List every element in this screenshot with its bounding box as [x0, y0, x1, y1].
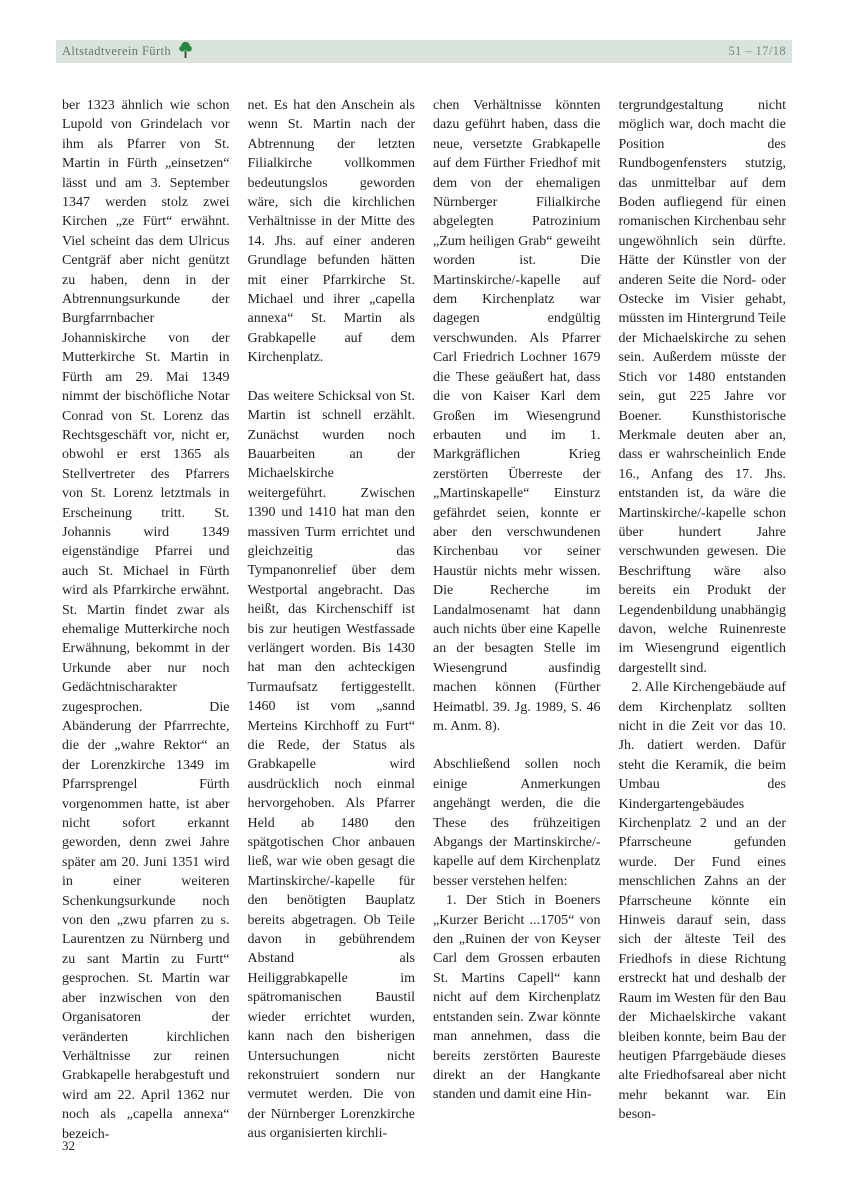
text-column-2 [248, 96, 416, 1144]
paragraph: ber 1323 ähnlich wie schon Lupold von Grindelach vor ihm als Pfarrer von St. Martin in Fürth „einsetzen“ lässt und am 3. September 1347 werden stolz zwei Kirchen „ze Fürt“ erwähnt. Viel scheint das dem Ulricus Centgräf aber nicht genützt zu haben, denn in der Abtrennungsurkunde der Burgfarrnbacher Johanniskirche von der Mutterkirche St. Martin in Fürth am 29. Mai 1349 nimmt der bischöfliche Notar Conrad von St. Lorenz das Rechtsgeschäft vor, nicht er, obwohl er erst 1365 als Stellvertreter des Pfarrers von St. Lorenz letztmals in Erscheinung tritt. St. Johannis wird 1349 eigenständige Pfarrei und auch St. Michael in Fürth wird als Pfarrkirche erwähnt. St. Martin findet zwar als ehemalige Mutterkirche noch Erwähnung, bekommt in der Urkunde aber nur noch Gedächtnischarakter zugesprochen. Die Abänderung der Pfarrrechte, die der „wahre Rektor“ an der Lorenzkirche 1349 im Pfarrsprengel Fürth vorgenommen hatte, ist aber nicht sofort erkannt geworden, denn zwei Jahre später am 20. Juni 1351 wird in einer weiteren Schenkungsurkunde noch von den „zwu pfarren zu s. Laurentzen zu Nürnberg und zu sant Martin zu Furtt“ gesprochen. St. Martin war aber inzwischen von den Organisatoren der veränderten kirchlichen Verhältnisse zur reinen Grabkapelle herabgestuft und wird am 22. April 1362 nur noch als „capella annexa“ bezeich- [62, 98, 230, 1142]
paragraph-numbered-2: 2. Alle Kirchengebäude auf dem Kirchenplatz sollten nicht in die Zeit vor das 10. Jh. datiert werden. Dafür steht die Keramik, die beim Umbau des Kindergartengebäudes Kirchenplatz 2 und an der Pfarrscheune gefunden wurde. Der Fund eines menschlichen Zahns an der Pfarrscheune könnte ein Hinweis darauf sein, dass sich der älteste Teil des Friedhofs in diese Richtung erstreckt hat und deshalb der Raum im Westen für den Bau der Michaelskirche vakant bleiben konnte, beim Bau der heutigen Pfarrgebäude dieses alte Friedhofsareal aber nicht mehr bekannt war. Ein beson- [618, 680, 786, 1123]
text-column-4 [619, 96, 787, 1144]
page-number: 32 [62, 1138, 75, 1153]
text-columns [62, 96, 786, 1144]
text-column-3 [433, 96, 601, 1144]
tree-icon [178, 41, 193, 59]
paragraph: Das weitere Schicksal von St. Martin ist schnell erzählt. Zunächst wurden noch Bauarbeiten an der Michaelskirche weitergeführt. Zwischen 1390 und 1410 hat man den massiven Turm errichtet und gleichzeitig das Tympanonrelief über dem Westportal angebracht. Das heißt, das Kirchenschiff ist bis zur heutigen Westfassade verlängert worden. Bis 1430 hat man den achteckigen Turmaufsatz fertiggestellt. 1460 ist vom „sannd Merteins Kirchhoff zu Furt“ die Rede, der Status als Grabkapelle wird ausdrücklich noch einmal hervorgehoben. Als Pfarrer Held ab 1480 den spätgotischen Chor anbauen ließ, war wie oben gesagt die Martinskirche/-kapelle für den benötigten Bauplatz bereits abgetragen. Ob Teile davon in gebührendem Abstand als Heiliggrabkapelle im spätromanischen Baustil wieder errichtet wurden, kann nach den bisherigen Untersuchungen nicht rekonstruiert sondern nur vermutet werden. Die von der Nürnberger Lorenzkirche aus organisierten kirchli- [247, 388, 415, 1142]
paragraph: tergrundgestaltung nicht möglich war, doch macht die Position des Rundbogenfensters stutzig, das unmittelbar auf dem Boden aufliegend für einen romanischen Kirchenbau sehr ungewöhnlich sein dürfte. Hätte der Künstler von der anderen Seite die Nord- oder Ostecke im Visier gehabt, müssten im Hintergrund Teile der Michaelskirche zu sehen sein. Außerdem müsste der Stich vor 1480 entstanden sein, gut 225 Jahre vor Boener. Kunsthistorische Merkmale deuten aber an, dass er wahrscheinlich Ende 16., Anfang des 17. Jhs. entstanden ist, da wäre die Martinskirche/-kapelle schon über hundert Jahre verschwunden gewesen. Die Beschriftung wäre also bereits ein Produkt der Legendenbildung unabhängig davon, welche Ruinenreste im Wiesengrund eigentlich dargestellt sind. [618, 98, 786, 676]
paragraph: chen Verhältnisse könnten dazu geführt haben, dass die neue, versetzte Grabkapelle auf dem Fürther Friedhof mit dem von der ehemaligen Nürnberger Filialkirche abgelegten Patrozinium „Zum heiligen Grab“ geweiht worden ist. Die Martinskirche/-kapelle auf dem Kirchenplatz war dagegen endgültig verschwunden. Als Pfarrer Carl Friedrich Lochner 1679 die These geäußert hat, dass die von Kaiser Karl dem Großen im Wiesengrund erbauten und im 1. Markgräflichen Krieg zerstörten Überreste der „Martinskapelle“ Einsturz gefährdet seien, konnte er aber den verschwundenen Kirchenbau vor seiner Haustür nichts mehr wissen. Die Recherche im Landalmosenamt hat dann auch nichts über eine Kapelle an der besagten Stelle im Wiesengrund ausfindig machen können (Fürther Heimatbl. 39. Jg. 1989, S. 46 m. Anm. 8). [433, 98, 601, 734]
text-column-1 [62, 96, 230, 1144]
paragraph-numbered-1: 1. Der Stich in Boeners „Kurzer Bericht ...1705“ von den „Ruinen der von Keyser Carl dem Grossen erbauten St. Martins Capell“ kann nicht auf dem Kirchenplatz entstanden sein. Zwar könnte man annehmen, dass die bereits zerstörten Baureste direkt an der Hangkante standen und damit eine Hin- [433, 893, 601, 1103]
paragraph: net. Es hat den Anschein als wenn St. Martin nach der Abtrennung der letzten Filialkirche vollkommen bedeutungslos geworden wäre, sich die kirchlichen Verhältnisse in der Mitte des 14. Jhs. auf einer anderen Grundlage befunden hätten mit einer Pfarrkirche St. Michael und ihrer „capella annexa“ St. Martin als Grabkapelle auf dem Kirchenplatz. [247, 98, 415, 366]
header-issue-number: 51 – 17/18 [728, 44, 786, 58]
header-left-group [62, 44, 193, 59]
paragraph: Abschließend sollen noch einige Anmerkungen angehängt werden, die die These des frühzeitigen Abgangs der Martinskirche/-kapelle auf dem Kirchenplatz besser verstehen helfen: [433, 757, 601, 889]
page-header [56, 40, 792, 63]
header-title: Altstadtverein Fürth [62, 44, 172, 58]
